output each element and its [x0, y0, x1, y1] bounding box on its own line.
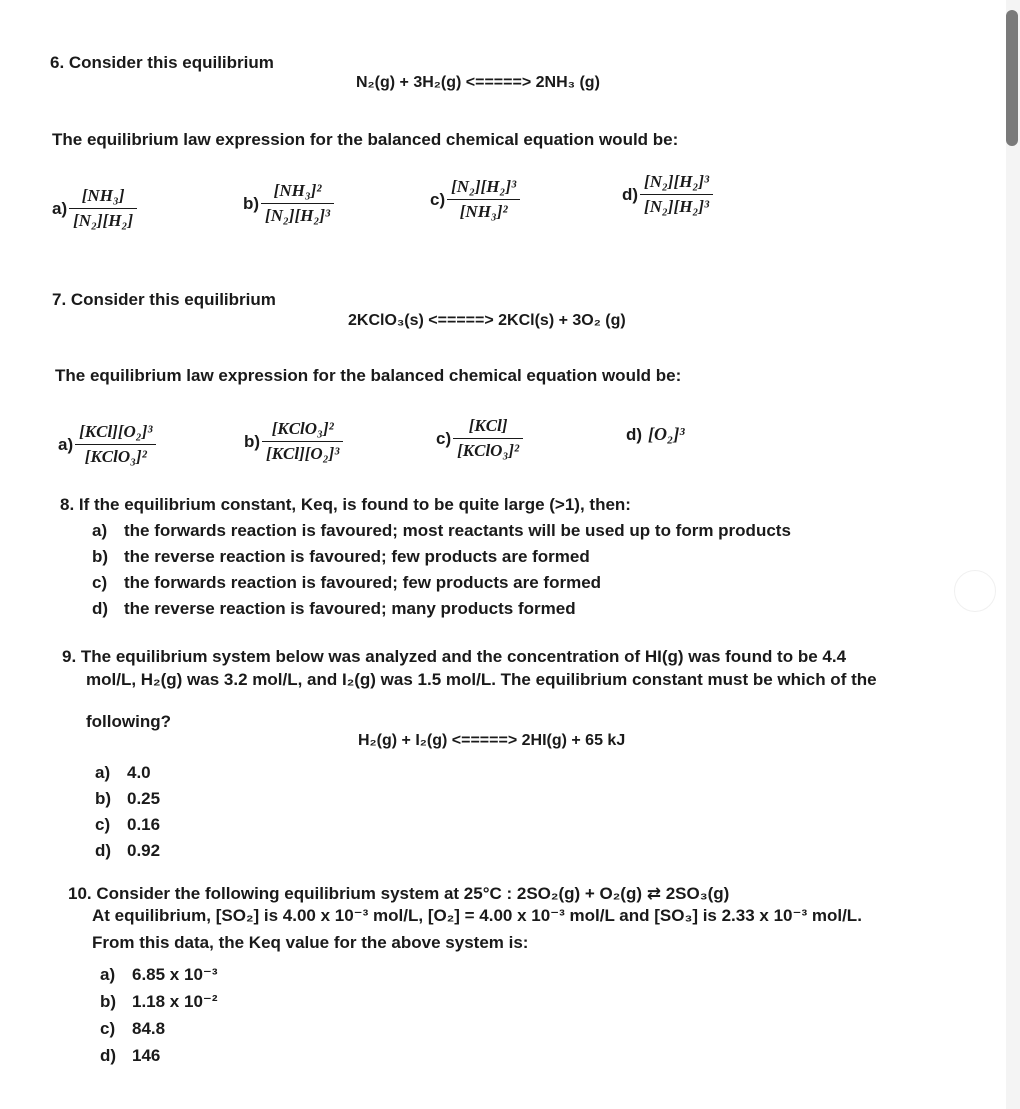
denominator: [N₂][H₂]³ [644, 197, 710, 216]
scrollbar-track[interactable] [1006, 0, 1020, 1109]
fraction [447, 177, 520, 222]
option-text: the forwards reaction is favoured; most reactants will be used up to form products [124, 521, 791, 540]
option-text: the forwards reaction is favoured; few products are formed [124, 573, 602, 592]
denominator: [KClO₃]² [84, 447, 147, 466]
numerator: [N₂][H₂]³ [640, 172, 713, 195]
option-label: c) [430, 189, 446, 209]
q6-option-c [430, 177, 520, 222]
fraction [75, 422, 156, 467]
option-label: d) [626, 424, 643, 444]
q10-option-b [100, 992, 218, 1012]
q6-option-d [622, 172, 713, 217]
scrollbar-thumb[interactable] [1006, 10, 1018, 146]
denominator: [NH₃]² [459, 202, 508, 221]
option-text: 146 [132, 1046, 161, 1065]
q6-equation: N₂(g) + 3H₂(g) <=====> 2NH₃ (g) [356, 74, 600, 91]
denominator: [KClO₃]² [457, 441, 520, 460]
fraction [640, 172, 713, 217]
q6-prompt: The equilibrium law expression for the balanced chemical equation would be: [52, 130, 679, 149]
option-label: b) [95, 789, 112, 808]
option-label: c) [100, 1019, 116, 1038]
numerator: [NH₃]² [261, 181, 334, 204]
q8-heading: 8. If the equilibrium constant, Keq, is found to be quite large (>1), then: [60, 495, 631, 514]
q7-option-c [436, 416, 523, 461]
option-label: b) [92, 547, 109, 566]
option-label: c) [95, 815, 111, 834]
option-label: d) [100, 1046, 117, 1065]
q10-heading-line1: 10. Consider the following equilibrium system at 25°C : 2SO₂(g) + O₂(g) ⇄ 2SO₃(g) [68, 884, 730, 903]
option-label: c) [92, 573, 108, 592]
denominator: [N₂][H₂] [73, 211, 134, 230]
option-text: 84.8 [132, 1019, 166, 1038]
option-text: the reverse reaction is favoured; few products are formed [124, 547, 590, 566]
q7-prompt: The equilibrium law expression for the balanced chemical equation would be: [55, 366, 682, 385]
option-text: 0.92 [127, 841, 161, 860]
q6-heading: 6. Consider this equilibrium [50, 53, 274, 72]
numerator: [KCl][O₂]³ [75, 422, 156, 445]
option-label: b) [243, 193, 260, 213]
denominator: [N₂][H₂]³ [265, 206, 331, 225]
option-label: a) [95, 763, 111, 782]
q8-option-b [92, 547, 590, 567]
q9-equation: H₂(g) + I₂(g) <=====> 2HI(g) + 65 kJ [358, 732, 626, 749]
numerator: [KCl] [453, 416, 523, 439]
option-label: d) [95, 841, 112, 860]
option-label: b) [100, 992, 117, 1011]
option-label: d) [622, 184, 639, 204]
q6-option-b [243, 181, 334, 226]
denominator: [KCl][O₂]³ [266, 444, 340, 463]
q9-option-b [95, 789, 160, 809]
q9-option-d [95, 841, 160, 861]
expression: [O₂]³ [648, 424, 685, 444]
option-label: a) [52, 198, 68, 218]
option-text: 6.85 x 10⁻³ [132, 965, 218, 984]
option-label: a) [100, 965, 116, 984]
numerator: [KClO₃]² [262, 419, 343, 442]
option-label: a) [58, 434, 74, 454]
q7-option-a [58, 422, 156, 467]
fraction [261, 181, 334, 226]
q10-option-a [100, 965, 218, 985]
q9-heading-line2: mol/L, H₂(g) was 3.2 mol/L, and I₂(g) was 1.5 mol/L. The equilibrium constant must be which of the [86, 670, 877, 689]
option-text: 1.18 x 10⁻² [132, 992, 218, 1011]
option-label: b) [244, 431, 261, 451]
decorative-circle [954, 570, 996, 612]
q8-option-c [92, 573, 601, 593]
option-text: the reverse reaction is favoured; many products formed [124, 599, 576, 618]
option-label: c) [436, 428, 452, 448]
q10-option-d [100, 1046, 160, 1066]
option-text: 0.16 [127, 815, 161, 834]
option-label: d) [92, 599, 109, 618]
fraction [453, 416, 523, 461]
numerator: [N₂][H₂]³ [447, 177, 520, 200]
option-label: a) [92, 521, 108, 540]
fraction [262, 419, 343, 464]
q8-option-d [92, 599, 576, 619]
q9-heading-line1: 9. The equilibrium system below was analyzed and the concentration of HI(g) was found to be 4.4 [62, 647, 847, 666]
fraction [69, 186, 137, 231]
q7-equation: 2KClO₃(s) <=====> 2KCl(s) + 3O₂ (g) [348, 312, 626, 329]
q7-option-b [244, 419, 343, 464]
q9-option-c [95, 815, 160, 835]
q7-heading: 7. Consider this equilibrium [52, 290, 276, 309]
option-text: 4.0 [127, 763, 151, 782]
q8-option-a [92, 521, 791, 541]
numerator: [NH₃] [69, 186, 137, 209]
q10-heading-line3: From this data, the Keq value for the above system is: [92, 933, 529, 952]
q9-option-a [95, 763, 151, 783]
q6-option-a [52, 186, 137, 231]
q10-option-c [100, 1019, 165, 1039]
q10-heading-line2: At equilibrium, [SO₂] is 4.00 x 10⁻³ mol/L, [O₂] = 4.00 x 10⁻³ mol/L and [SO₃] is 2.33 x 10⁻³ mol/L. [92, 906, 862, 925]
q9-heading-line3: following? [86, 712, 171, 731]
q7-option-d [626, 424, 685, 445]
option-text: 0.25 [127, 789, 161, 808]
